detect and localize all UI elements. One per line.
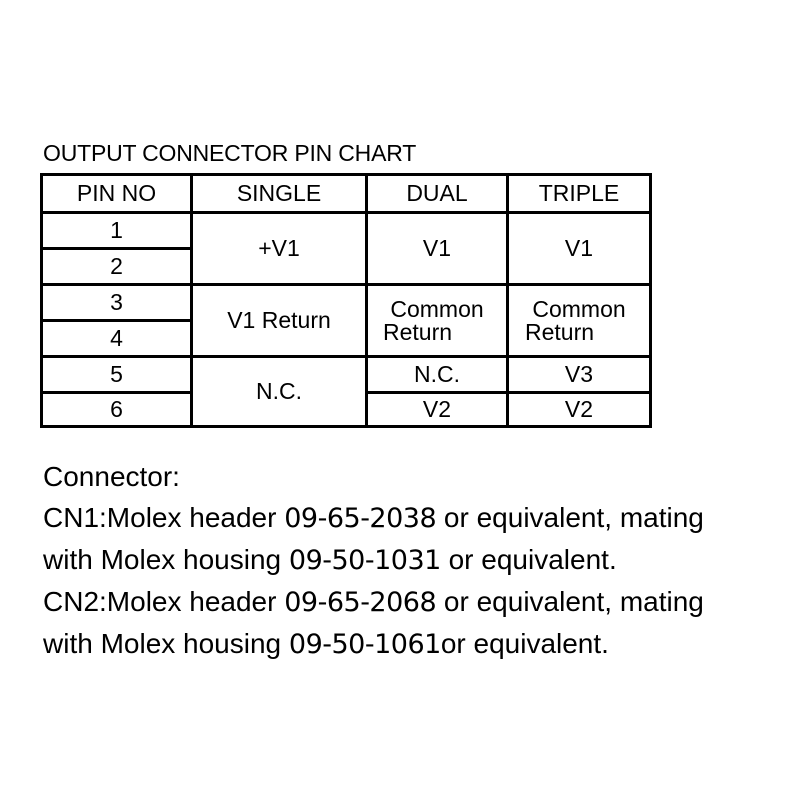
cn1-header-part-number: 09-65-2038 [284, 503, 437, 534]
cn1-housing-part-number: 09-50-1031 [288, 545, 441, 576]
dual-common-line: Common [390, 295, 484, 322]
triple-return-line: Return [525, 318, 595, 345]
pin-number: 3 [42, 285, 192, 321]
connector-notes [43, 456, 793, 665]
pin-number: 4 [42, 321, 192, 357]
table-row [42, 285, 651, 321]
pin-number: 2 [42, 249, 192, 285]
pin-number: 1 [42, 213, 192, 249]
single-pins-1-2: +V1 [192, 213, 367, 285]
cn1-line-2 [43, 539, 793, 581]
cn2-prefix: CN2:Molex header [43, 586, 285, 617]
cn1-mid: or equivalent, mating [436, 502, 704, 533]
triple-pin-6: V2 [508, 393, 651, 427]
cn2-line2-prefix: with Molex housing [43, 628, 289, 659]
notes-heading: Connector: [43, 461, 180, 492]
dual-pins-3-4 [367, 285, 508, 357]
dual-pin-6: V2 [367, 393, 508, 427]
header-pin-no: PIN NO [42, 175, 192, 213]
cn2-line-2 [43, 623, 793, 665]
cn1-line-1 [43, 497, 793, 539]
table-row [42, 213, 651, 249]
cn2-suffix: or equivalent. [440, 628, 609, 659]
header-single: SINGLE [192, 175, 367, 213]
single-pins-3-4: V1 Return [192, 285, 367, 357]
table-row [42, 357, 651, 393]
header-dual: DUAL [367, 175, 508, 213]
dual-pins-1-2: V1 [367, 213, 508, 285]
table-header-row [42, 175, 651, 213]
cn2-housing-part-number: 09-50-1061 [288, 629, 441, 660]
cn1-prefix: CN1:Molex header [43, 502, 285, 533]
pin-number: 5 [42, 357, 192, 393]
triple-common-line: Common [532, 295, 626, 322]
pin-number: 6 [42, 393, 192, 427]
cn1-suffix: or equivalent. [440, 544, 617, 575]
pin-chart-table [40, 173, 652, 428]
triple-pin-5: V3 [508, 357, 651, 393]
triple-pins-1-2: V1 [508, 213, 651, 285]
cn2-line-1 [43, 581, 793, 623]
cn2-header-part-number: 09-65-2068 [284, 587, 437, 618]
cn1-line2-prefix: with Molex housing [43, 544, 289, 575]
single-pins-5-6: N.C. [192, 357, 367, 427]
dual-return-line: Return [383, 318, 453, 345]
dual-pin-5: N.C. [367, 357, 508, 393]
triple-pins-3-4 [508, 285, 651, 357]
chart-title: OUTPUT CONNECTOR PIN CHART [43, 140, 417, 166]
header-triple: TRIPLE [508, 175, 651, 213]
cn2-mid: or equivalent, mating [436, 586, 704, 617]
